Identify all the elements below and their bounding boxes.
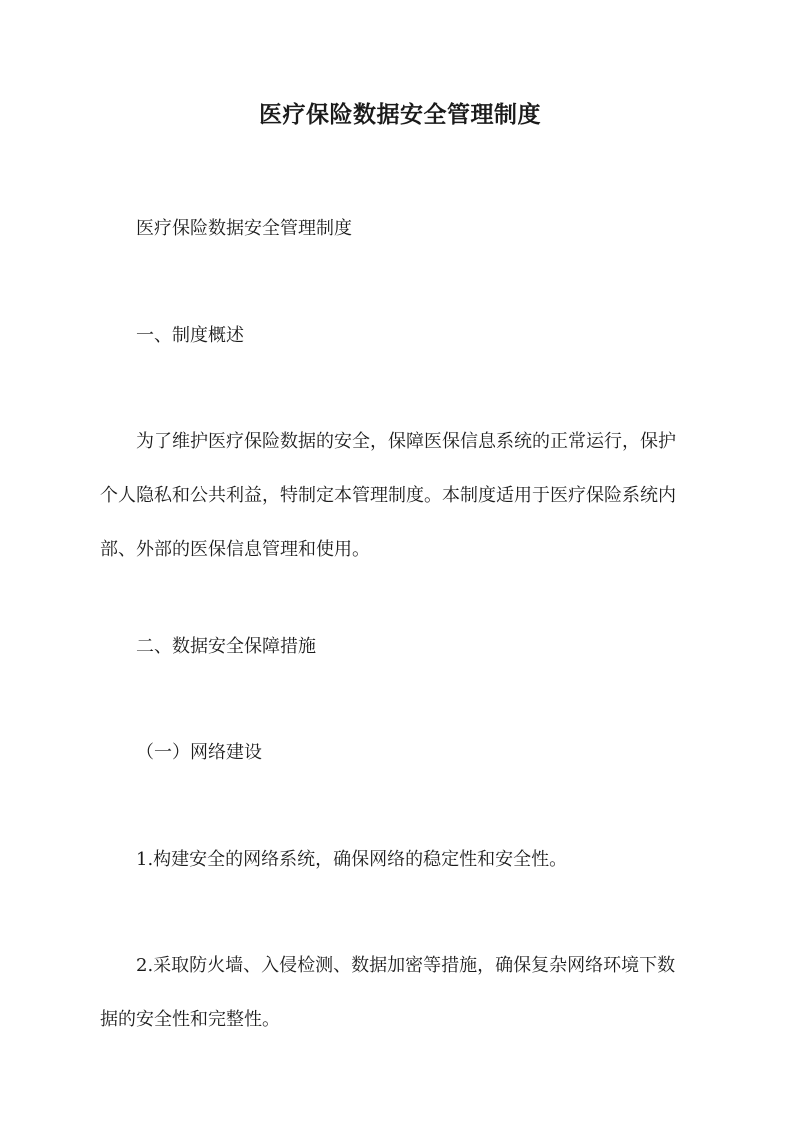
section-heading-overview: 一、制度概述 (136, 325, 244, 346)
overview-paragraph (100, 428, 711, 590)
list-item-network-1: 1.构建安全的网络系统，确保网络的稳定性和安全性。 (136, 849, 568, 870)
document-title: 医疗保险数据安全管理制度 (259, 101, 541, 128)
overview-paragraph-line: 部、外部的医保信息管理和使用。 (100, 539, 370, 560)
list-item-line: 2.采取防火墙、入侵检测、数据加密等措施，确保复杂网络环境下数 (136, 955, 676, 976)
overview-paragraph-line: 个人隐私和公共利益，特制定本管理制度。本制度适用于医疗保险系统内 (100, 485, 676, 506)
overview-paragraph-line: 为了维护医疗保险数据的安全，保障医保信息系统的正常运行，保护 (136, 431, 676, 452)
list-item-line: 据的安全性和完整性。 (100, 1009, 280, 1030)
subsection-heading-network: （一）网络建设 (136, 742, 262, 763)
section-heading-security-measures: 二、数据安全保障措施 (136, 636, 316, 657)
document-subtitle: 医疗保险数据安全管理制度 (136, 218, 352, 239)
list-item-network-2 (100, 952, 711, 1060)
